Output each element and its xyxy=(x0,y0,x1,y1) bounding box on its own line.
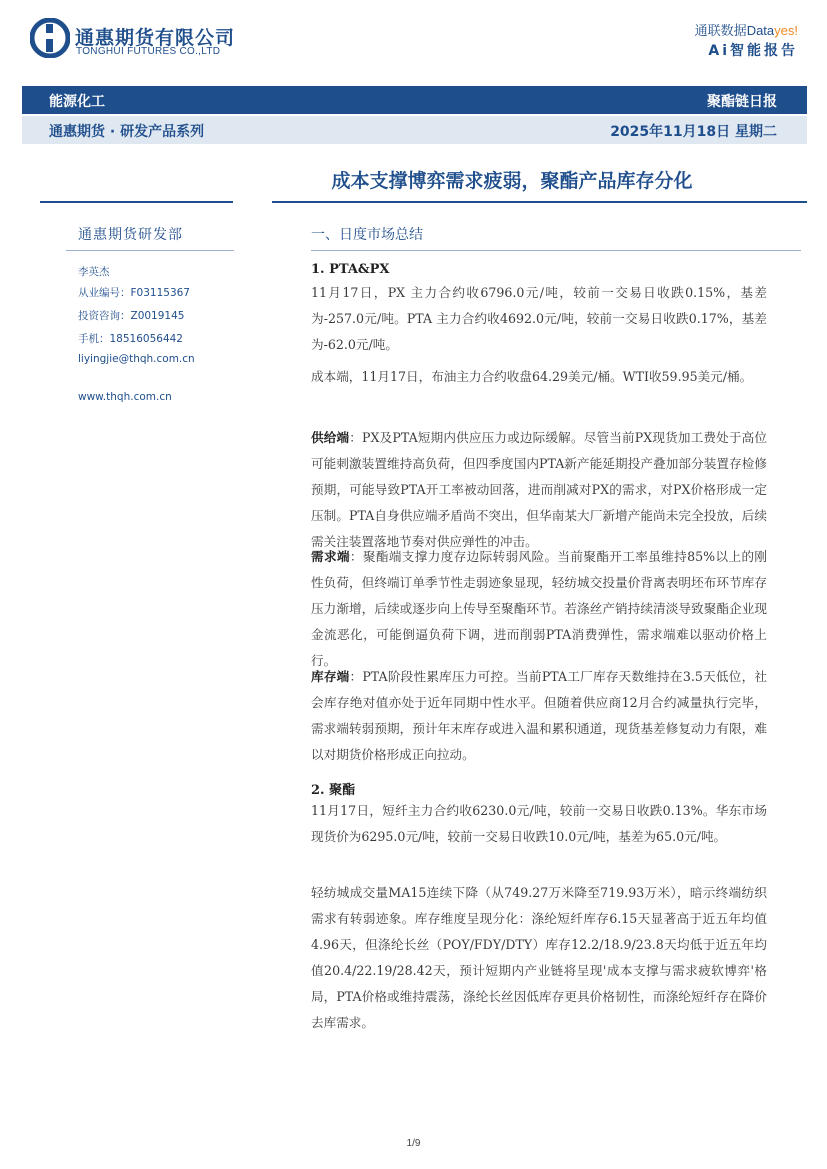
paragraph-polyester-prices: 11月17日，短纤主力合约收6230.0元/吨，较前一交易日收跌0.13%。华东市场现货价为6295.0元/吨，较前一交易日收跌10.0元/吨，基差为65.0元/吨。 xyxy=(311,803,767,844)
datayes-data: Data xyxy=(746,23,775,38)
demand-text: ：聚酯端支撑力度存边际转弱风险。当前聚酯开工率虽维持85%以上的刚性负荷，但终端订单季节性走弱迹象显现，轻纺城交投量价背离表明坯布环节库存压力渐增，后续或逐步向上传导至聚酯环节。若涤丝产销持续清淡导致聚酯企业现金流恶化，可能倒逼负荷下调，进而削弱PTA消费弹性，需求端难以驱动价格上行。 xyxy=(311,549,768,668)
dept-divider xyxy=(66,250,234,251)
paragraph-pta-px-prices: 11月17日，PX 主力合约收6796.0元/吨，较前一交易日收跌0.15%，基差为-257.0元/吨。PTA 主力合约收4692.0元/吨，较前一交易日收跌0.17%，基差为-62.0元/吨。 xyxy=(311,285,767,352)
report-title: 成本支撑博弈需求疲弱，聚酯产品库存分化 xyxy=(331,170,693,192)
license-number: 从业编号：F03115367 xyxy=(78,287,190,299)
supply-text: ：PX及PTA短期内供应压力或边际缓解。尽管当前PX现货加工费处于高位可能刺激装置维持高负荷，但四季度国内PTA新产能延期投产叠加部分装置存检修预期，可能导致PTA开工率被动回落，进而削减对PX的需求，对PX价格形成一定压制。PTA自身供应端矛盾尚不突出，但华南某大厂新增产能尚未完全投放，后续需关注装置落地节奏对供应弹性的冲击。 xyxy=(311,430,767,549)
section-divider xyxy=(311,250,801,251)
company-name-en: TONGHUI FUTURES CO.,LTD xyxy=(76,46,221,57)
series-band xyxy=(22,116,807,144)
datayes-prefix: 通联数据 xyxy=(694,23,747,38)
ai-report-label: Ai智能报告 xyxy=(708,43,798,59)
phone-number: 手机：18516056442 xyxy=(78,333,183,345)
demand-label: 需求端 xyxy=(311,549,350,564)
research-dept: 通惠期货研发部 xyxy=(78,227,183,243)
paragraph-inventory xyxy=(311,664,767,768)
report-date: 2025年11月18日 星期二 xyxy=(610,124,777,140)
consult-number: 投资咨询：Z0019145 xyxy=(78,310,185,322)
series-label: 通惠期货 · 研发产品系列 xyxy=(49,124,205,140)
paragraph-polyester-inventory: 轻纺城成交量MA15连续下降（从749.27万米降至719.93万米），暗示终端纺织需求有转弱迹象。库存维度呈现分化：涤纶短纤库存6.15天显著高于近五年均值4.96天，但涤纶长丝（POY/FDY/DTY）库存12.2/18.9/23.8天均低于近五年均值20.4/22.19/28.42天，预计短期内产业链将呈现'成本支撑与需求疲软博弈'格局，PTA价格或维持震荡，涤纶长丝因低库存更具价格韧性，而涤纶短纤存在降价去库需求。 xyxy=(311,885,767,1030)
paragraph-cost: 成本端，11月17日，布油主力合约收盘64.29美元/桶。WTI收59.95美元/桶。 xyxy=(311,369,753,384)
datayes-yes: yes! xyxy=(774,23,798,38)
supply-label: 供给端 xyxy=(311,430,350,445)
page-number: 1/9 xyxy=(406,1138,421,1149)
datayes-logo xyxy=(658,20,798,39)
email-link[interactable]: liyingjie@thqh.com.cn xyxy=(78,353,195,365)
title-divider-right xyxy=(272,201,807,203)
category-label: 能源化工 xyxy=(49,94,105,110)
report-type-label: 聚酯链日报 xyxy=(707,94,777,110)
paragraph-demand xyxy=(311,544,767,674)
company-logo-icon xyxy=(30,18,70,58)
title-divider-left xyxy=(40,201,233,203)
section-heading: 一、日度市场总结 xyxy=(311,227,423,243)
paragraph-supply xyxy=(311,425,767,555)
company-name-cn: 通惠期货有限公司 xyxy=(75,27,236,49)
analyst-name: 李英杰 xyxy=(78,266,110,278)
inventory-label: 库存端 xyxy=(311,669,350,684)
subheading-polyester: 2. 聚酯 xyxy=(311,783,356,798)
inventory-text: ：PTA阶段性累库压力可控。当前PTA工厂库存天数维持在3.5天低位，社会库存绝对值亦处于近年同期中性水平。但随着供应商12月合约减量执行完毕，需求端转弱预期，预计年末库存或进入温和累积通道，现货基差修复动力有限，难以对期货价格形成正向拉动。 xyxy=(311,669,768,762)
website-link[interactable]: www.thqh.com.cn xyxy=(78,391,172,403)
subheading-pta-px: 1. PTA&PX xyxy=(311,262,390,277)
category-band xyxy=(22,86,807,114)
